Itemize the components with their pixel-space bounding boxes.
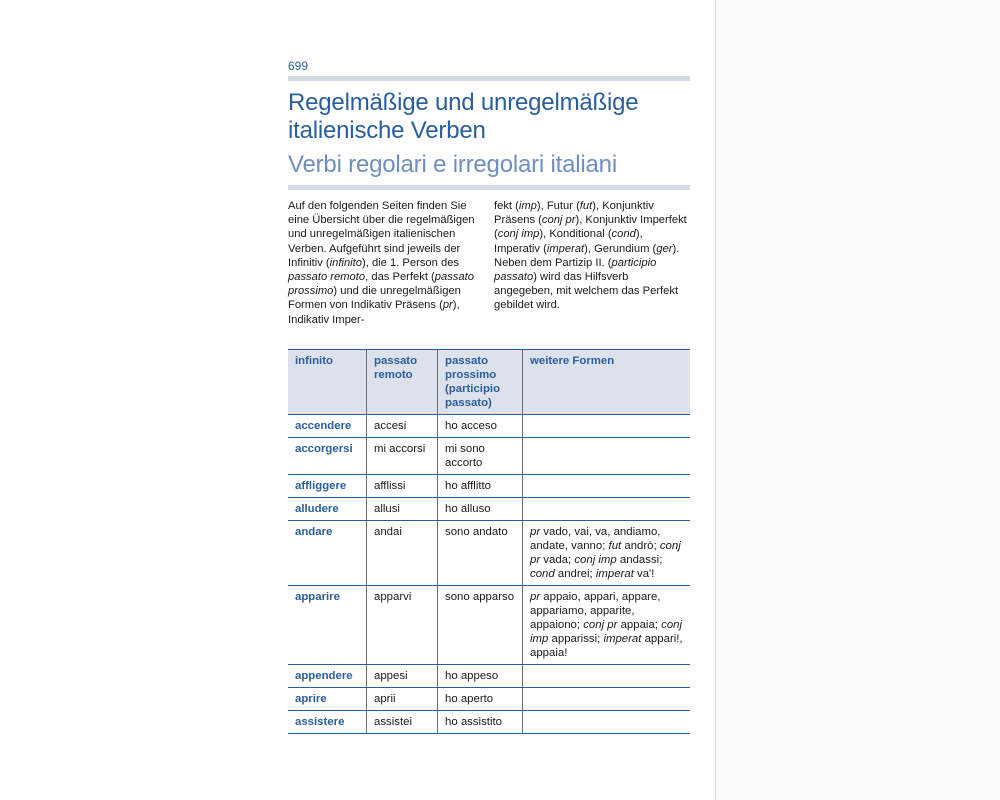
cell-passato-remoto: accesi [367, 414, 438, 437]
cell-weitere-formen [523, 414, 691, 437]
cell-passato-prossimo: mi sono accorto [438, 437, 523, 474]
header-passato-prossimo: passato prossimo (participio passato) [438, 349, 523, 414]
cell-passato-remoto: allusi [367, 497, 438, 520]
cell-passato-prossimo: ho appeso [438, 664, 523, 687]
text-run: andassi; [616, 553, 663, 566]
text-run: va'! [633, 567, 655, 580]
cell-infinito: accorgersi [288, 437, 367, 474]
header-weitere-formen: weitere Formen [523, 349, 691, 414]
cell-infinito: andare [288, 520, 367, 585]
cell-infinito: assistere [288, 710, 367, 733]
page-title-german [288, 89, 690, 145]
text-run: , das Perfekt ( [365, 271, 435, 284]
abbreviation: conj imp [530, 618, 683, 645]
intro-column-right [494, 199, 690, 327]
table-row [288, 474, 690, 497]
cell-passato-remoto: afflissi [367, 474, 438, 497]
cell-passato-prossimo: ho afflitto [438, 474, 523, 497]
text-run: ), Konjunktiv Präsens ( [494, 200, 654, 227]
table-row [288, 710, 690, 733]
text-run: ), Imperativ ( [494, 228, 643, 255]
abbreviation: passato prossimo [288, 271, 474, 298]
cell-infinito: appendere [288, 664, 367, 687]
table-row [288, 664, 690, 687]
abbreviation: infinito [329, 256, 362, 269]
cell-infinito: aprire [288, 687, 367, 710]
abbreviation: imperat [546, 242, 585, 255]
table-row [288, 437, 690, 474]
text-run: Auf den folgenden Seiten finden Sie eine Übersicht über die regelmäßigen und unregelmäßigen italienischen Verben. Aufgeführt sind jeweils der Infinitiv ( [288, 200, 475, 269]
verb-table-body [288, 414, 690, 733]
cell-passato-prossimo: ho aperto [438, 687, 523, 710]
text-run: ), die 1. Person des [362, 256, 460, 269]
cell-weitere-formen [523, 520, 691, 585]
table-row [288, 687, 690, 710]
table-row [288, 585, 690, 664]
cell-passato-prossimo: sono andato [438, 520, 523, 585]
text-run: andrei; [554, 567, 596, 580]
abbreviation: conj imp [497, 228, 540, 241]
text-run: ) wird das Hilfsverb angegeben, mit welchem das Perfekt gebildet wird. [494, 271, 679, 312]
text-run: ), Gerundium ( [584, 242, 657, 255]
cell-weitere-formen [523, 585, 691, 664]
cell-weitere-formen [523, 474, 691, 497]
text-run: vado, vai, va, andiamo, andate, vanno; [530, 525, 661, 552]
text-run: fekt ( [494, 200, 519, 212]
cell-passato-remoto: andai [367, 520, 438, 585]
cell-weitere-formen [523, 437, 691, 474]
text-run: andrò; [621, 539, 660, 552]
abbreviation: conj imp [574, 553, 617, 566]
cell-infinito: accendere [288, 414, 367, 437]
cell-passato-remoto: mi accorsi [367, 437, 438, 474]
cell-passato-remoto: assistei [367, 710, 438, 733]
title-rule [288, 185, 690, 190]
cell-weitere-formen [523, 497, 691, 520]
text-run: apparissi; [548, 632, 604, 645]
text-run: appaio, appari, appare, appariamo, apparite, appaiono; [530, 590, 661, 631]
abbreviation: pr [530, 525, 541, 538]
abbreviation: ger [656, 242, 673, 255]
cell-passato-remoto: apparvi [367, 585, 438, 664]
table-row [288, 520, 690, 585]
cell-passato-prossimo: sono apparso [438, 585, 523, 664]
verb-table [288, 349, 690, 734]
intro-column-left [288, 199, 484, 327]
cell-passato-remoto: aprii [367, 687, 438, 710]
text-run: appari!, appaia! [530, 632, 683, 659]
header-rule [288, 76, 690, 81]
table-header-row [288, 349, 690, 414]
table-row [288, 497, 690, 520]
abbreviation: fut [579, 200, 593, 212]
cell-passato-prossimo: ho acceso [438, 414, 523, 437]
page-content [288, 58, 690, 734]
cell-passato-remoto: appesi [367, 664, 438, 687]
cell-infinito: alludere [288, 497, 367, 520]
abbreviation: cond [611, 228, 636, 241]
abbreviation: pr [530, 590, 541, 603]
abbreviation: imp [518, 200, 537, 212]
abbreviation: participio passato [494, 256, 657, 284]
title-german-line1: Regelmäßige und unregelmäßige [288, 89, 639, 116]
abbreviation: pr [442, 299, 453, 312]
cell-weitere-formen [523, 664, 691, 687]
table-row [288, 414, 690, 437]
text-run: vada; [540, 553, 575, 566]
text-run: ), Futur ( [536, 200, 580, 212]
cell-weitere-formen [523, 710, 691, 733]
intro-text [288, 199, 690, 327]
text-run: ), Konjunktiv Imperfekt ( [494, 214, 687, 241]
cell-infinito: apparire [288, 585, 367, 664]
abbreviation: conj pr [541, 214, 576, 227]
abbreviation: passato remoto [288, 271, 366, 284]
abbreviation: imperat [603, 632, 642, 645]
text-run: ), Indikativ Imper- [288, 299, 460, 326]
cell-passato-prossimo: ho alluso [438, 497, 523, 520]
cell-infinito: affliggere [288, 474, 367, 497]
abbreviation: conj pr [583, 618, 618, 631]
page-title-italian: Verbi regolari e irregolari italiani [288, 151, 617, 178]
header-passato-remoto: passato remoto [367, 349, 438, 414]
text-run: appaia; [617, 618, 662, 631]
cell-passato-prossimo: ho assistito [438, 710, 523, 733]
abbreviation: fut [608, 539, 622, 552]
header-infinito: infinito [288, 349, 367, 414]
abbreviation: conj pr [530, 539, 681, 566]
abbreviation: cond [530, 567, 555, 580]
page-number: 699 [288, 59, 309, 73]
text-run: ). Neben dem Partizip II. ( [494, 242, 680, 269]
text-run: ), Konditional ( [539, 228, 612, 241]
title-german-line2: italienische Verben [288, 117, 486, 144]
facing-page [716, 0, 1000, 800]
text-run: ) und die unregelmäßigen Formen von Indikativ Präsens ( [288, 285, 461, 312]
abbreviation: imperat [595, 567, 634, 580]
cell-weitere-formen [523, 687, 691, 710]
